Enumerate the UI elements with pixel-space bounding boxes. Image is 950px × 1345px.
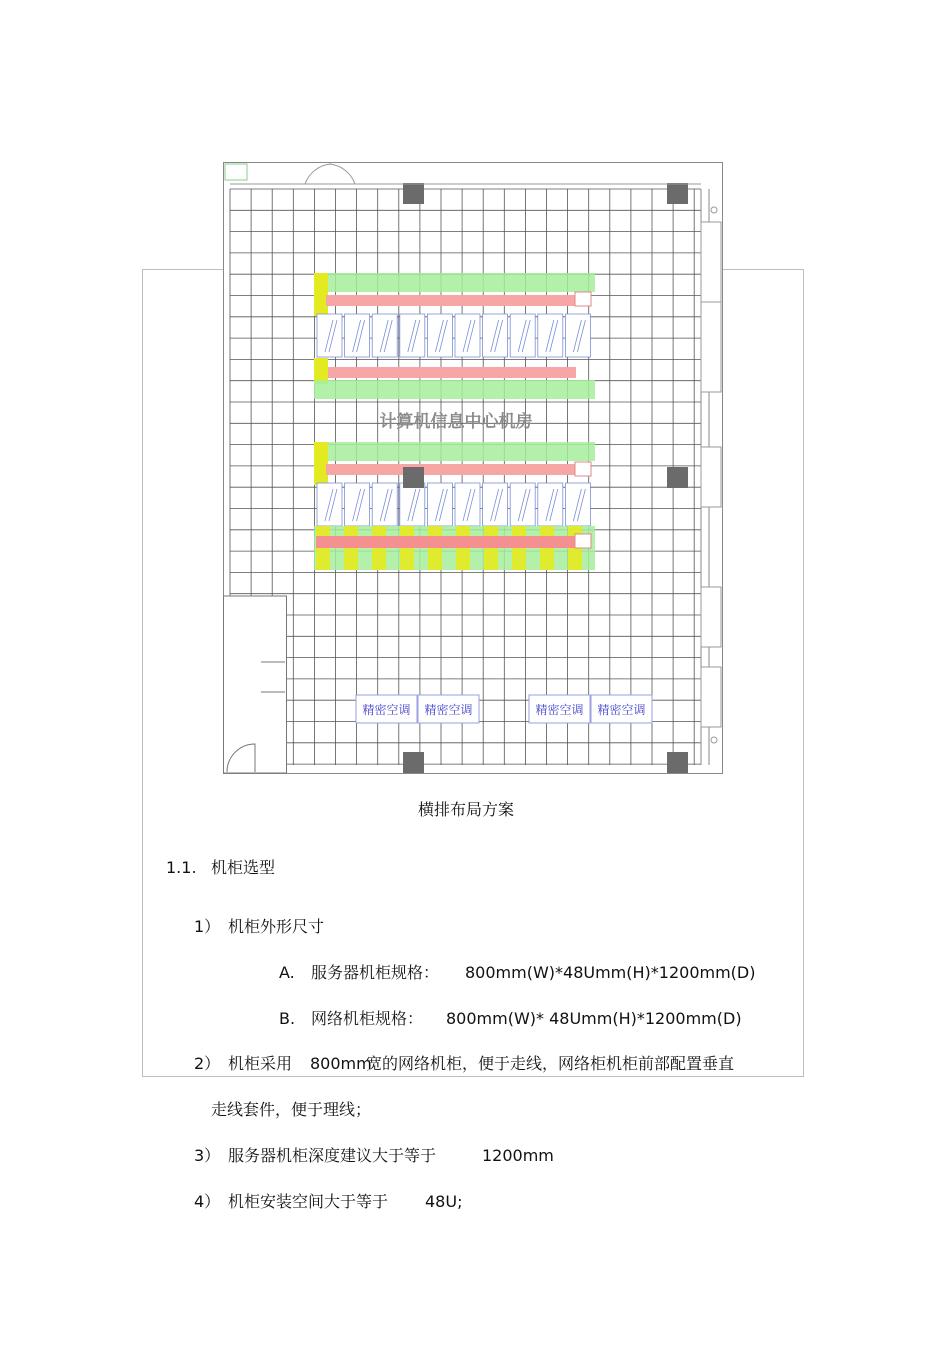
window-panel xyxy=(701,302,721,392)
sub-item-spec: 800mm(W)* 48Umm(H)*1200mm(D) xyxy=(446,1009,742,1028)
structural-column xyxy=(667,183,688,204)
room-label: 计算机信息中心机房 xyxy=(379,412,533,432)
ac-unit-label: 精密空调 xyxy=(424,703,473,717)
end-marker xyxy=(314,273,328,316)
structural-column xyxy=(667,752,688,773)
item-continuation: 走线套件，便于理线； xyxy=(211,1100,372,1119)
end-marker xyxy=(314,442,328,485)
item-number: 1） xyxy=(194,917,221,936)
cold-aisle-band xyxy=(314,273,595,292)
ac-unit-label: 精密空调 xyxy=(535,703,584,717)
sub-item-spec: 800mm(W)*48Umm(H)*1200mm(D) xyxy=(465,963,756,982)
item-value: 1200mm xyxy=(482,1146,554,1165)
figure-caption: 横排布局方案 xyxy=(418,800,515,819)
ac-unit-label: 精密空调 xyxy=(597,703,646,717)
item-number: 4） xyxy=(194,1192,221,1211)
sub-item-letter: B. xyxy=(279,1009,296,1028)
structural-column xyxy=(403,183,424,204)
pdu-box xyxy=(575,462,591,476)
window-panel xyxy=(701,587,721,647)
hot-channel xyxy=(326,367,576,378)
item-text: 机柜外形尺寸 xyxy=(228,917,325,936)
section-title: 机柜选型 xyxy=(211,858,276,877)
ac-unit-label: 精密空调 xyxy=(362,703,411,717)
window-panel xyxy=(701,222,721,302)
pdu-box xyxy=(575,534,591,548)
item-text: 机柜安装空间大于等于 xyxy=(228,1192,389,1211)
sub-item-label: 服务器机柜规格： xyxy=(311,963,440,982)
item-number: 3） xyxy=(194,1146,221,1165)
hot-channel xyxy=(316,536,584,548)
hot-channel xyxy=(326,464,576,475)
item-value: 800mm xyxy=(310,1054,372,1073)
structural-column xyxy=(667,467,688,488)
sub-item-letter: A. xyxy=(279,963,295,982)
hot-channel xyxy=(326,295,576,306)
pdu-box xyxy=(575,292,591,306)
item-number: 2） xyxy=(194,1054,221,1073)
structural-column xyxy=(403,752,424,773)
window-panel xyxy=(701,667,721,727)
item-text: 机柜采用 xyxy=(228,1054,293,1073)
sub-item-label: 网络机柜规格： xyxy=(311,1009,424,1028)
item-text: 服务器机柜深度建议大于等于 xyxy=(228,1146,437,1165)
item-value: 48U; xyxy=(425,1192,463,1211)
cold-aisle-band xyxy=(314,380,595,399)
floor-plan-svg xyxy=(223,162,723,774)
item-text: 宽的网络机柜，便于走线，网络柜机柜前部配置垂直 xyxy=(366,1054,735,1073)
window-panel xyxy=(701,447,721,507)
cold-aisle-band xyxy=(314,442,595,461)
structural-column xyxy=(403,467,424,488)
floor-plan-drawing xyxy=(223,162,723,774)
section-number: 1.1. xyxy=(166,858,197,877)
top-fixture xyxy=(225,164,247,180)
